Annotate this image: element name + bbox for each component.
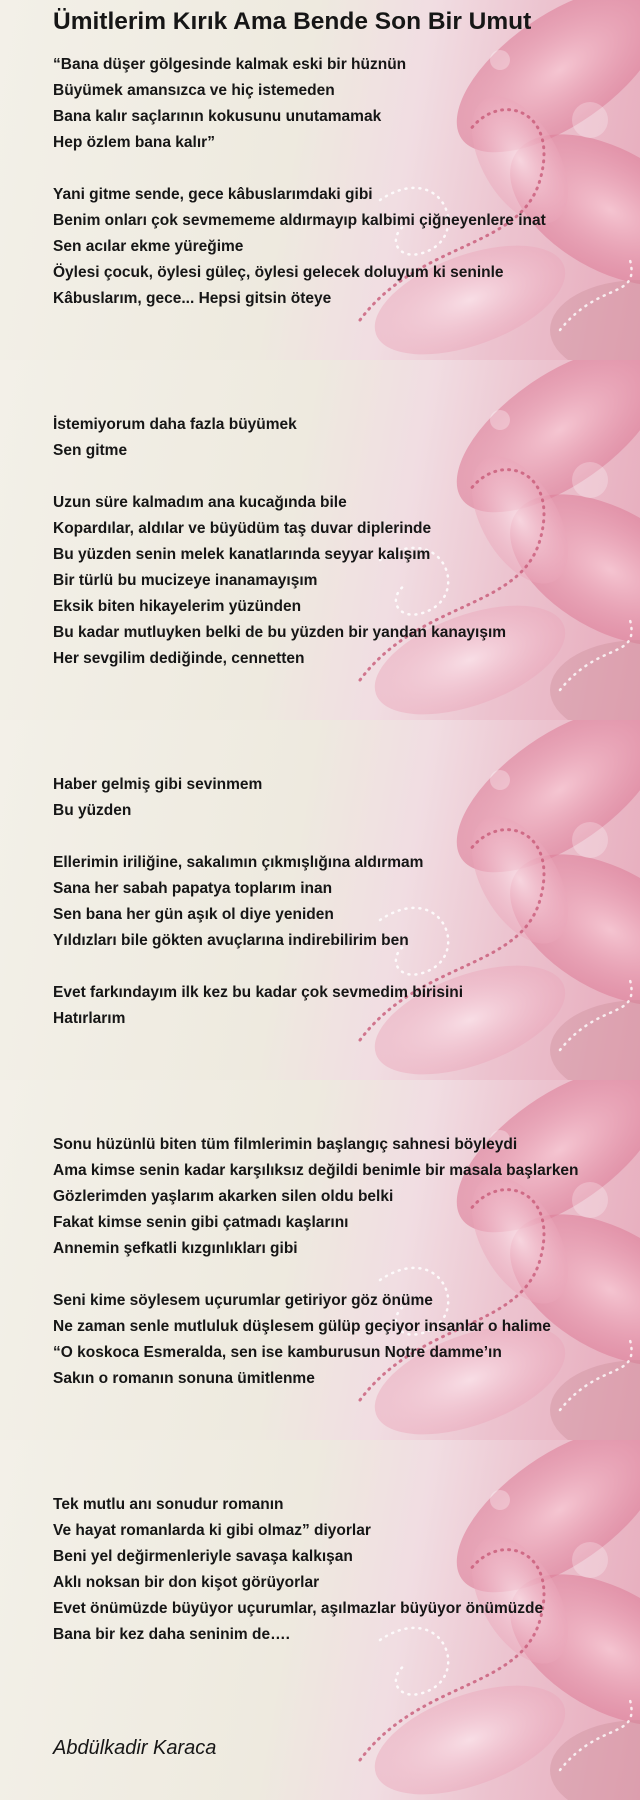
poem-line: Sen bana her gün aşık ol diye yeniden [53, 906, 334, 923]
poem-line: Bu yüzden [53, 802, 132, 819]
poem-line: Gözlerimden yaşlarım akarken silen oldu belki [53, 1188, 394, 1205]
poem-panel [0, 720, 640, 1080]
poem-line: Her sevgilim dediğinde, cennetten [53, 650, 305, 667]
stanza-break [53, 824, 633, 850]
poem-line: Bana kalır saçlarının kokusunu unutamamak [53, 108, 382, 125]
poem-line: Kopardılar, aldılar ve büyüdüm taş duvar diplerinde [53, 520, 432, 537]
poem-line: Fakat kimse senin gibi çatmadı kaşlarını [53, 1214, 349, 1231]
poem-line: Ellerimin iriliğine, sakalımın çıkmışlığına aldırmam [53, 854, 424, 871]
poem-line: Annemin şefkatli kızgınlıkları gibi [53, 1240, 298, 1257]
poem-line: Uzun süre kalmadım ana kucağında bile [53, 494, 347, 511]
poem-line: Yıldızları bile gökten avuçlarına indirebilirim ben [53, 932, 409, 949]
poem-title: Ümitlerim Kırık Ama Bende Son Bir Umut [53, 8, 532, 35]
poem-line: Sonu hüzünlü biten tüm filmlerimin başlangıç sahnesi böyleydi [53, 1136, 518, 1153]
poem-line: Eksik biten hikayelerim yüzünden [53, 598, 302, 615]
stanza-group [53, 1492, 633, 1648]
poem-line: “Bana düşer gölgesinde kalmak eski bir hüznün [53, 56, 407, 73]
poem-line: Evet farkındayım ilk kez bu kadar çok sevmedim birisini [53, 984, 464, 1001]
poem-line: Kâbuslarım, gece... Hepsi gitsin öteye [53, 290, 332, 307]
poem-line: Öylesi çocuk, öylesi güleç, öylesi gelecek doluyum ki seninle [53, 264, 504, 281]
poem-line: “O koskoca Esmeralda, sen ise kamburusun Notre damme’ın [53, 1344, 502, 1361]
poem-line: Ne zaman senle mutluluk düşlesem gülüp geçiyor insanlar o halime [53, 1318, 551, 1335]
poem-line: Büyümek amansızca ve hiç istemeden [53, 82, 335, 99]
stanza-break [53, 954, 633, 980]
poem-line: Bir türlü bu mucizeye inanamayışım [53, 572, 318, 589]
poem-panel [0, 360, 640, 720]
poem-line: Sana her sabah papatya toplarım inan [53, 880, 333, 897]
stanza-break [53, 156, 633, 182]
poem-line: Bu kadar mutluyken belki de bu yüzden bir yandan kanayışım [53, 624, 507, 641]
poem-line: Sen acılar ekme yüreğime [53, 238, 244, 255]
poem-line: Benim onları çok sevmememe aldırmayıp kalbimi çiğneyenlere inat [53, 212, 546, 229]
poem-line: Hep özlem bana kalır” [53, 134, 215, 151]
stanza-break [53, 464, 633, 490]
poem-line: Sakın o romanın sonuna ümitlenme [53, 1370, 315, 1387]
poem-line: Tek mutlu anı sonudur romanın [53, 1496, 284, 1513]
poem-line: Beni yel değirmenleriyle savaşa kalkışan [53, 1548, 353, 1565]
poem-line: Haber gelmiş gibi sevinmem [53, 776, 263, 793]
poem-line: Sen gitme [53, 442, 128, 459]
poem-line: Hatırlarım [53, 1010, 126, 1027]
poem-line: Ama kimse senin kadar karşılıksız değildi benimle bir masala başlarken [53, 1162, 579, 1179]
poem-line: Seni kime söylesem uçurumlar getiriyor göz önüme [53, 1292, 433, 1309]
stanza-break [53, 1262, 633, 1288]
poem-line: Yani gitme sende, gece kâbuslarımdaki gibi [53, 186, 373, 203]
poem-line: Ve hayat romanlarda ki gibi olmaz” diyorlar [53, 1522, 371, 1539]
stanza-group [53, 412, 633, 672]
stanza-group [53, 52, 633, 312]
poem-line: Evet önümüzde büyüyor uçurumlar, aşılmazlar büyüyor önümüzde [53, 1600, 544, 1617]
poem-panel [0, 0, 640, 360]
poem-panel [0, 1080, 640, 1440]
poem-line: Bu yüzden senin melek kanatlarında seyyar kalışım [53, 546, 431, 563]
stanza-group [53, 1132, 633, 1392]
poem-line: İstemiyorum daha fazla büyümek [53, 416, 297, 433]
poem-line: Aklı noksan bir don kişot görüyorlar [53, 1574, 320, 1591]
poem-line: Bana bir kez daha seninim de…. [53, 1626, 290, 1643]
stanza-group [53, 772, 633, 1032]
poem-author: Abdülkadir Karaca [53, 1737, 217, 1759]
